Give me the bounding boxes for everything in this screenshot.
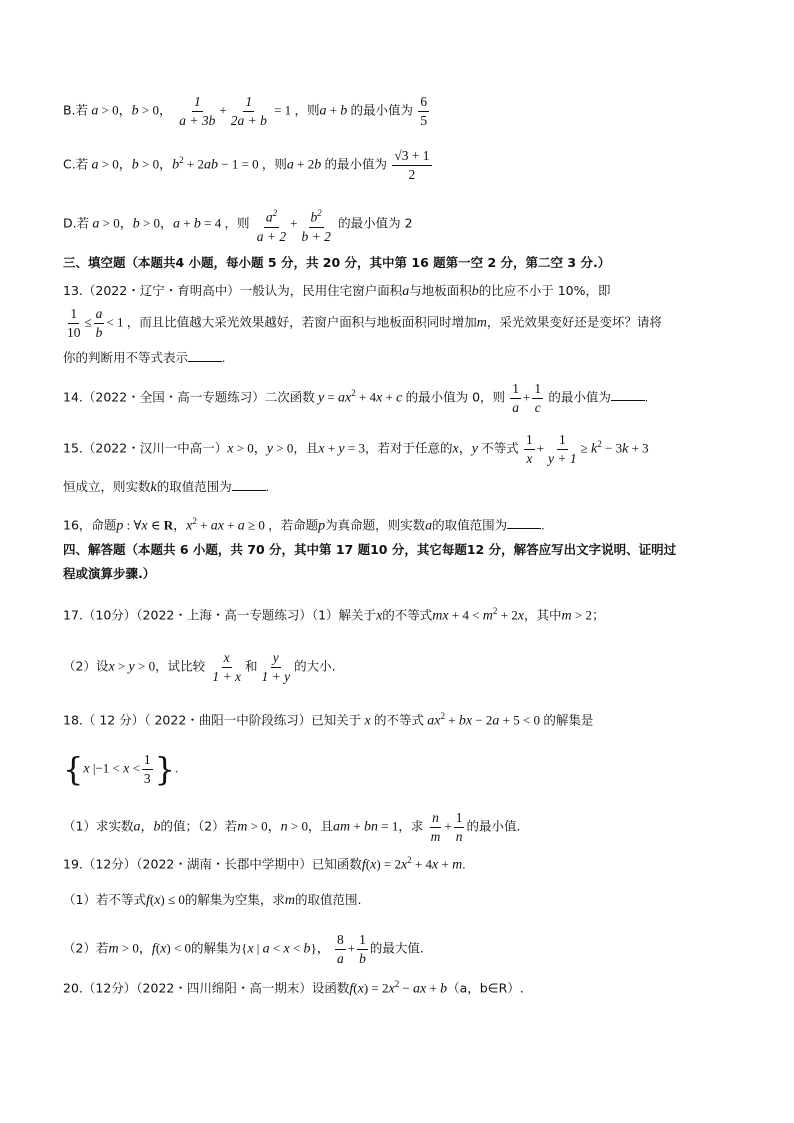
option-b: B.若 a > 0，b > 0， $\frac{1}{a + 3b}$ + $\frac{1}{2a + b}$ = 1 ，则a + b 的最小值为 $\frac{6}{5}$ <box>63 94 428 128</box>
question-15-line2: 恒成立，则实数k的取值范围为 . <box>63 479 269 495</box>
question-18-line1: 18.（ 12 分）（ 2022・曲阳一中阶段练习）已知关于 x 的不等式 $ax^2$ + bx − 2a + 5 < 0 的解集是 <box>63 711 594 729</box>
question-14: 14.（2022・全国・高一专题练习）二次函数 $y = ax^2 + 4x + c$ 的最小值为 0，则 $\frac{1}{a}$ + $\frac{1}{c}$ 的最小值为 . <box>63 381 649 415</box>
section-3-title: 三、填空题（本题共4 小题，每小题 5 分，共 20 分，其中第 16 题第一空 2 分，第二空 3 分.） <box>63 255 611 270</box>
question-13-line2: $\frac{1}{10}$ ≤ $\frac{a}{b}$ < 1 ，而且比值越大采光效果越好，若窗户面积与地板面积同时增加m，采光效果变好还是变坏？请将 <box>67 306 662 340</box>
question-18-line3: （1）求实数a，b的值；（2）若m > 0，n > 0，且am + bn = 1，求 $\frac{n}{m}$ + $\frac{1}{n}$ 的最小值. <box>63 810 521 844</box>
answer-blank <box>507 516 541 529</box>
answer-blank <box>188 349 222 362</box>
question-13-line1: 13.（2022・辽宁・育明高中）一般认为，民用住宅窗户面积a与地板面积b的比应不小于 10%，即 <box>63 283 611 299</box>
question-19-line3: （2）若m > 0，f(x) < 0的解集为{x | a < x < b}， $\frac{8}{a}$ + $\frac{1}{b}$ 的最大值. <box>63 932 424 966</box>
question-20: 20.（12分）（2022・四川绵阳・高一期末）设函数$f(x) = 2x^2$ − ax + b（a，b∈R）. <box>63 979 524 997</box>
question-15-line1: 15.（2022・汉川一中高一）x > 0，y > 0，且x + y = 3，若对于任意的x，y 不等式 $\frac{1}{x}$ + $\frac{1}{y + 1}$ ≥ $k^2 - 3k + 3$ <box>63 432 649 466</box>
question-18-set: {x |−1 < x < $\frac{1}{3}$ }. <box>63 750 179 789</box>
section-4-title-line2: 程或演算步骤.） <box>63 566 156 581</box>
option-d: D.若 a > 0，b > 0，a + b = 4 ，则 $\frac{a^2}{a + 2}$ + $\frac{b^2}{b + 2}$ 的最小值为 2 <box>63 205 413 245</box>
answer-blank <box>611 388 645 401</box>
question-19-line2: （1）若不等式f(x) ≤ 0的解集为空集，求m的取值范围. <box>63 892 362 908</box>
question-17-line2: （2）设x > y > 0，试比较 $\frac{x}{1 + x}$ 和 $\frac{y}{1 + y}$ 的大小. <box>63 650 336 684</box>
question-16: 16，命题p : ∀x ∈ R，$x^2$ + ax + a ≥ 0 ，若命题p为真命题，则实数a的取值范围为 . <box>63 516 545 534</box>
question-17-line1: 17.（10分）（2022・上海・高一专题练习）（1）解关于x的不等式mx + $4 < m^2 + 2x$，其中m > 2； <box>63 606 605 624</box>
question-13-line3: 你的判断用不等式表示 . <box>63 350 226 365</box>
question-19-line1: 19.（12分）（2022・湖南・长郡中学期中）已知函数$f(x) = 2x^2 + 4x + m$. <box>63 855 466 873</box>
answer-blank <box>232 478 266 491</box>
section-4-title-line1: 四、解答题（本题共 6 小题，共 70 分，其中第 17 题10 分，其它每题12 分，解答应写出文字说明、证明过 <box>63 542 677 557</box>
option-c: C.若 a > 0，b > 0，$b^2 + 2ab - 1 = 0$ ，则a + 2b 的最小值为 $\frac{√3 + 1}{2}$ <box>63 148 430 182</box>
